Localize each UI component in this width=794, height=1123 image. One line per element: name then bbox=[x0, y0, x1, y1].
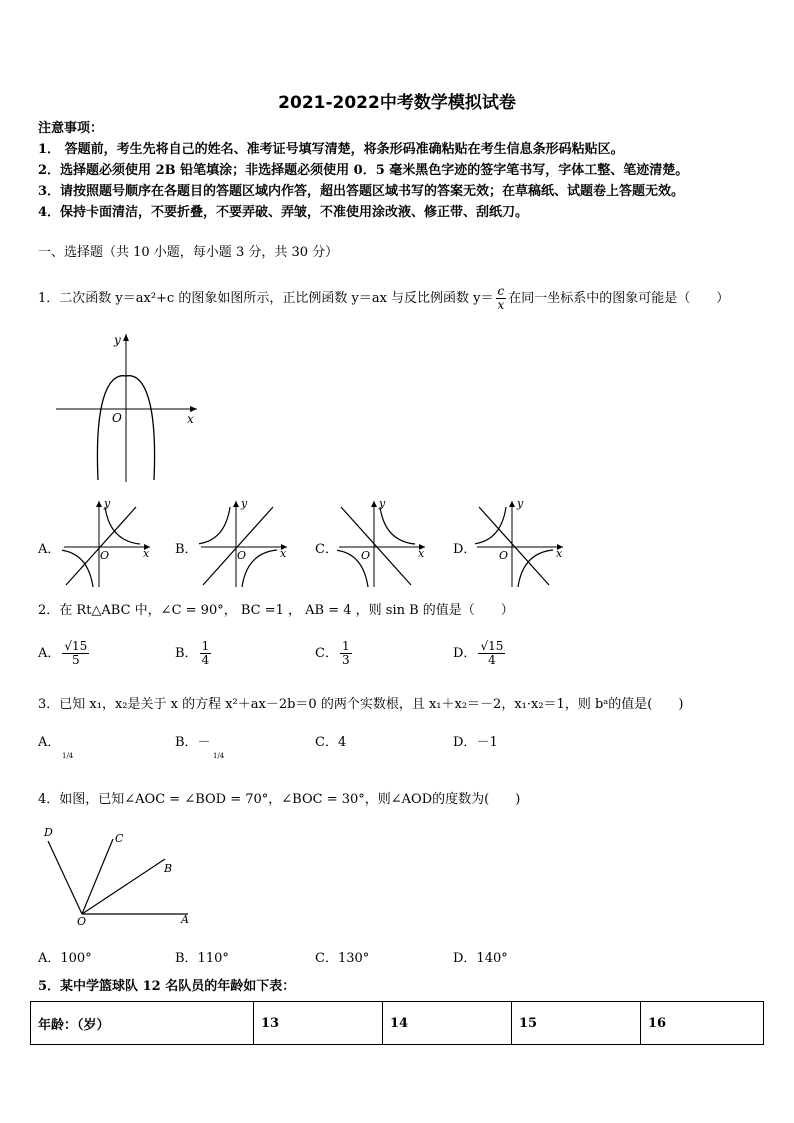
parabola-figure bbox=[52, 330, 202, 485]
q3-option-c[interactable] bbox=[315, 731, 346, 750]
q2-c-num: 1 bbox=[341, 639, 350, 653]
q3-option-b[interactable] bbox=[175, 731, 224, 760]
q2-a-num: √15 bbox=[64, 639, 88, 653]
table-row bbox=[31, 1002, 764, 1045]
notice-item-1: 1． 答题前，考生先将自己的姓名、准考证号填写清楚，将条形码准确粘贴在考生信息条形码粘贴区。 bbox=[38, 142, 624, 157]
notice-item-3: 3．请按照题号顺序在各题目的答题区域内作答，超出答题区域书写的答案无效；在草稿纸、试题卷上答题无效。 bbox=[38, 184, 685, 199]
q2-b-den: 4 bbox=[201, 653, 210, 667]
svg-text:O: O bbox=[100, 549, 110, 562]
question-1-prefix: 1．二次函数 y＝ax²+c 的图象如图所示，正比例函数 y＝ax 与反比例函数 y＝ bbox=[38, 291, 494, 306]
q2-a-den: 5 bbox=[72, 653, 80, 667]
table-cell: 14 bbox=[383, 1002, 512, 1045]
q1-option-d[interactable]: D． bbox=[453, 542, 477, 557]
q2-option-a-label: A． bbox=[38, 646, 61, 661]
q3-option-b-value: 1/4 bbox=[213, 752, 225, 760]
point-d-label: D bbox=[44, 826, 53, 839]
fraction-c-over-x bbox=[496, 285, 507, 312]
question-1 bbox=[38, 285, 729, 312]
svg-text:y: y bbox=[517, 497, 524, 510]
table-cell: 13 bbox=[254, 1002, 383, 1045]
q2-option-c-label: C． bbox=[315, 646, 338, 661]
svg-text:O: O bbox=[499, 549, 509, 562]
q4-option-a[interactable]: A．100° bbox=[38, 951, 92, 966]
q1-option-c[interactable]: C． bbox=[315, 542, 338, 557]
q2-option-a[interactable] bbox=[38, 640, 91, 667]
q2-option-b[interactable] bbox=[175, 640, 213, 667]
frac-num: c bbox=[497, 284, 505, 298]
notice-item-2: 2．选择题必须使用 2B 铅笔填涂；非选择题必须使用 0．5 毫米黑色字迹的签字笔书写，字体工整、笔迹清楚。 bbox=[38, 163, 689, 178]
q3-option-d-value: －1 bbox=[476, 735, 498, 750]
table-cell: 15 bbox=[512, 1002, 641, 1045]
q1-graph-d bbox=[475, 497, 567, 589]
q1-graph-a bbox=[62, 497, 154, 589]
q4-option-c[interactable]: C．130° bbox=[315, 951, 370, 966]
q2-c-den: 3 bbox=[341, 653, 350, 667]
notice-heading: 注意事项： bbox=[38, 121, 104, 136]
ages-table bbox=[30, 1001, 764, 1045]
q2-option-d[interactable] bbox=[453, 640, 507, 667]
q2-d-num: √15 bbox=[480, 639, 504, 653]
q3-option-a[interactable] bbox=[38, 731, 73, 760]
q1-option-a[interactable]: A． bbox=[38, 542, 61, 557]
q1-option-b[interactable]: B． bbox=[175, 542, 198, 557]
q3-option-d[interactable] bbox=[453, 731, 498, 750]
svg-text:y: y bbox=[241, 497, 248, 510]
svg-text:x: x bbox=[556, 547, 563, 560]
point-c-label: C bbox=[115, 832, 124, 845]
frac-den: x bbox=[497, 298, 505, 312]
point-b-label: B bbox=[164, 862, 173, 875]
angle-figure bbox=[40, 825, 195, 930]
svg-text:O: O bbox=[361, 549, 371, 562]
q3-option-b-label: B．－ bbox=[175, 735, 211, 750]
svg-text:x: x bbox=[143, 547, 150, 560]
table-cell: 16 bbox=[641, 1002, 764, 1045]
svg-text:y: y bbox=[104, 497, 111, 510]
q1-graph-c bbox=[337, 497, 429, 589]
table-header-cell: 年龄：（岁） bbox=[31, 1002, 254, 1045]
section-heading: 一、选择题（共 10 小题，每小题 3 分，共 30 分） bbox=[38, 245, 339, 260]
question-2: 2．在 Rt△ABC 中，∠C = 90°， BC =1 ， AB = 4 ，则 sin B 的值是（ ） bbox=[38, 603, 514, 618]
svg-text:y: y bbox=[379, 497, 386, 510]
q3-option-c-value: 4 bbox=[337, 735, 347, 750]
svg-text:O: O bbox=[237, 549, 247, 562]
question-4: 4．如图，已知∠AOC = ∠BOD = 70°，∠BOC = 30°，则∠AOD的度数为( ) bbox=[38, 792, 521, 807]
q2-d-den: 4 bbox=[488, 653, 496, 667]
q3-option-d-label: D． bbox=[453, 735, 477, 750]
question-1-suffix: 在同一坐标系中的图象可能是（ ） bbox=[508, 291, 730, 306]
q2-option-d-label: D． bbox=[453, 646, 477, 661]
q1-graph-b bbox=[199, 497, 291, 589]
question-5: 5．某中学篮球队 12 名队员的年龄如下表： bbox=[38, 979, 296, 994]
origin-label: O bbox=[112, 411, 122, 425]
q3-option-c-label: C． bbox=[315, 735, 338, 750]
question-3: 3．已知 x₁，x₂是关于 x 的方程 x²＋ax－2b＝0 的两个实数根，且 x₁＋x₂＝－2，x₁·x₂＝1，则 bᵃ的值是( ) bbox=[38, 697, 684, 712]
svg-text:x: x bbox=[280, 547, 287, 560]
notice-item-4: 4．保持卡面清洁，不要折叠，不要弄破、弄皱，不准使用涂改液、修正带、刮纸刀。 bbox=[38, 205, 529, 220]
q4-option-b[interactable]: B．110° bbox=[175, 951, 229, 966]
q2-b-num: 1 bbox=[201, 639, 210, 653]
point-a-label: A bbox=[181, 913, 189, 926]
q3-option-a-value: 1/4 bbox=[62, 752, 74, 760]
q3-option-a-label: A． bbox=[38, 735, 61, 750]
x-axis-label: x bbox=[187, 412, 194, 426]
svg-text:x: x bbox=[418, 547, 425, 560]
y-axis-label: y bbox=[114, 333, 121, 347]
q2-option-b-label: B． bbox=[175, 646, 198, 661]
q2-option-c[interactable] bbox=[315, 640, 354, 667]
exam-title: 2021-2022中考数学模拟试卷 bbox=[278, 93, 516, 113]
q4-option-d[interactable]: D．140° bbox=[453, 951, 508, 966]
point-o-label: O bbox=[77, 915, 87, 928]
